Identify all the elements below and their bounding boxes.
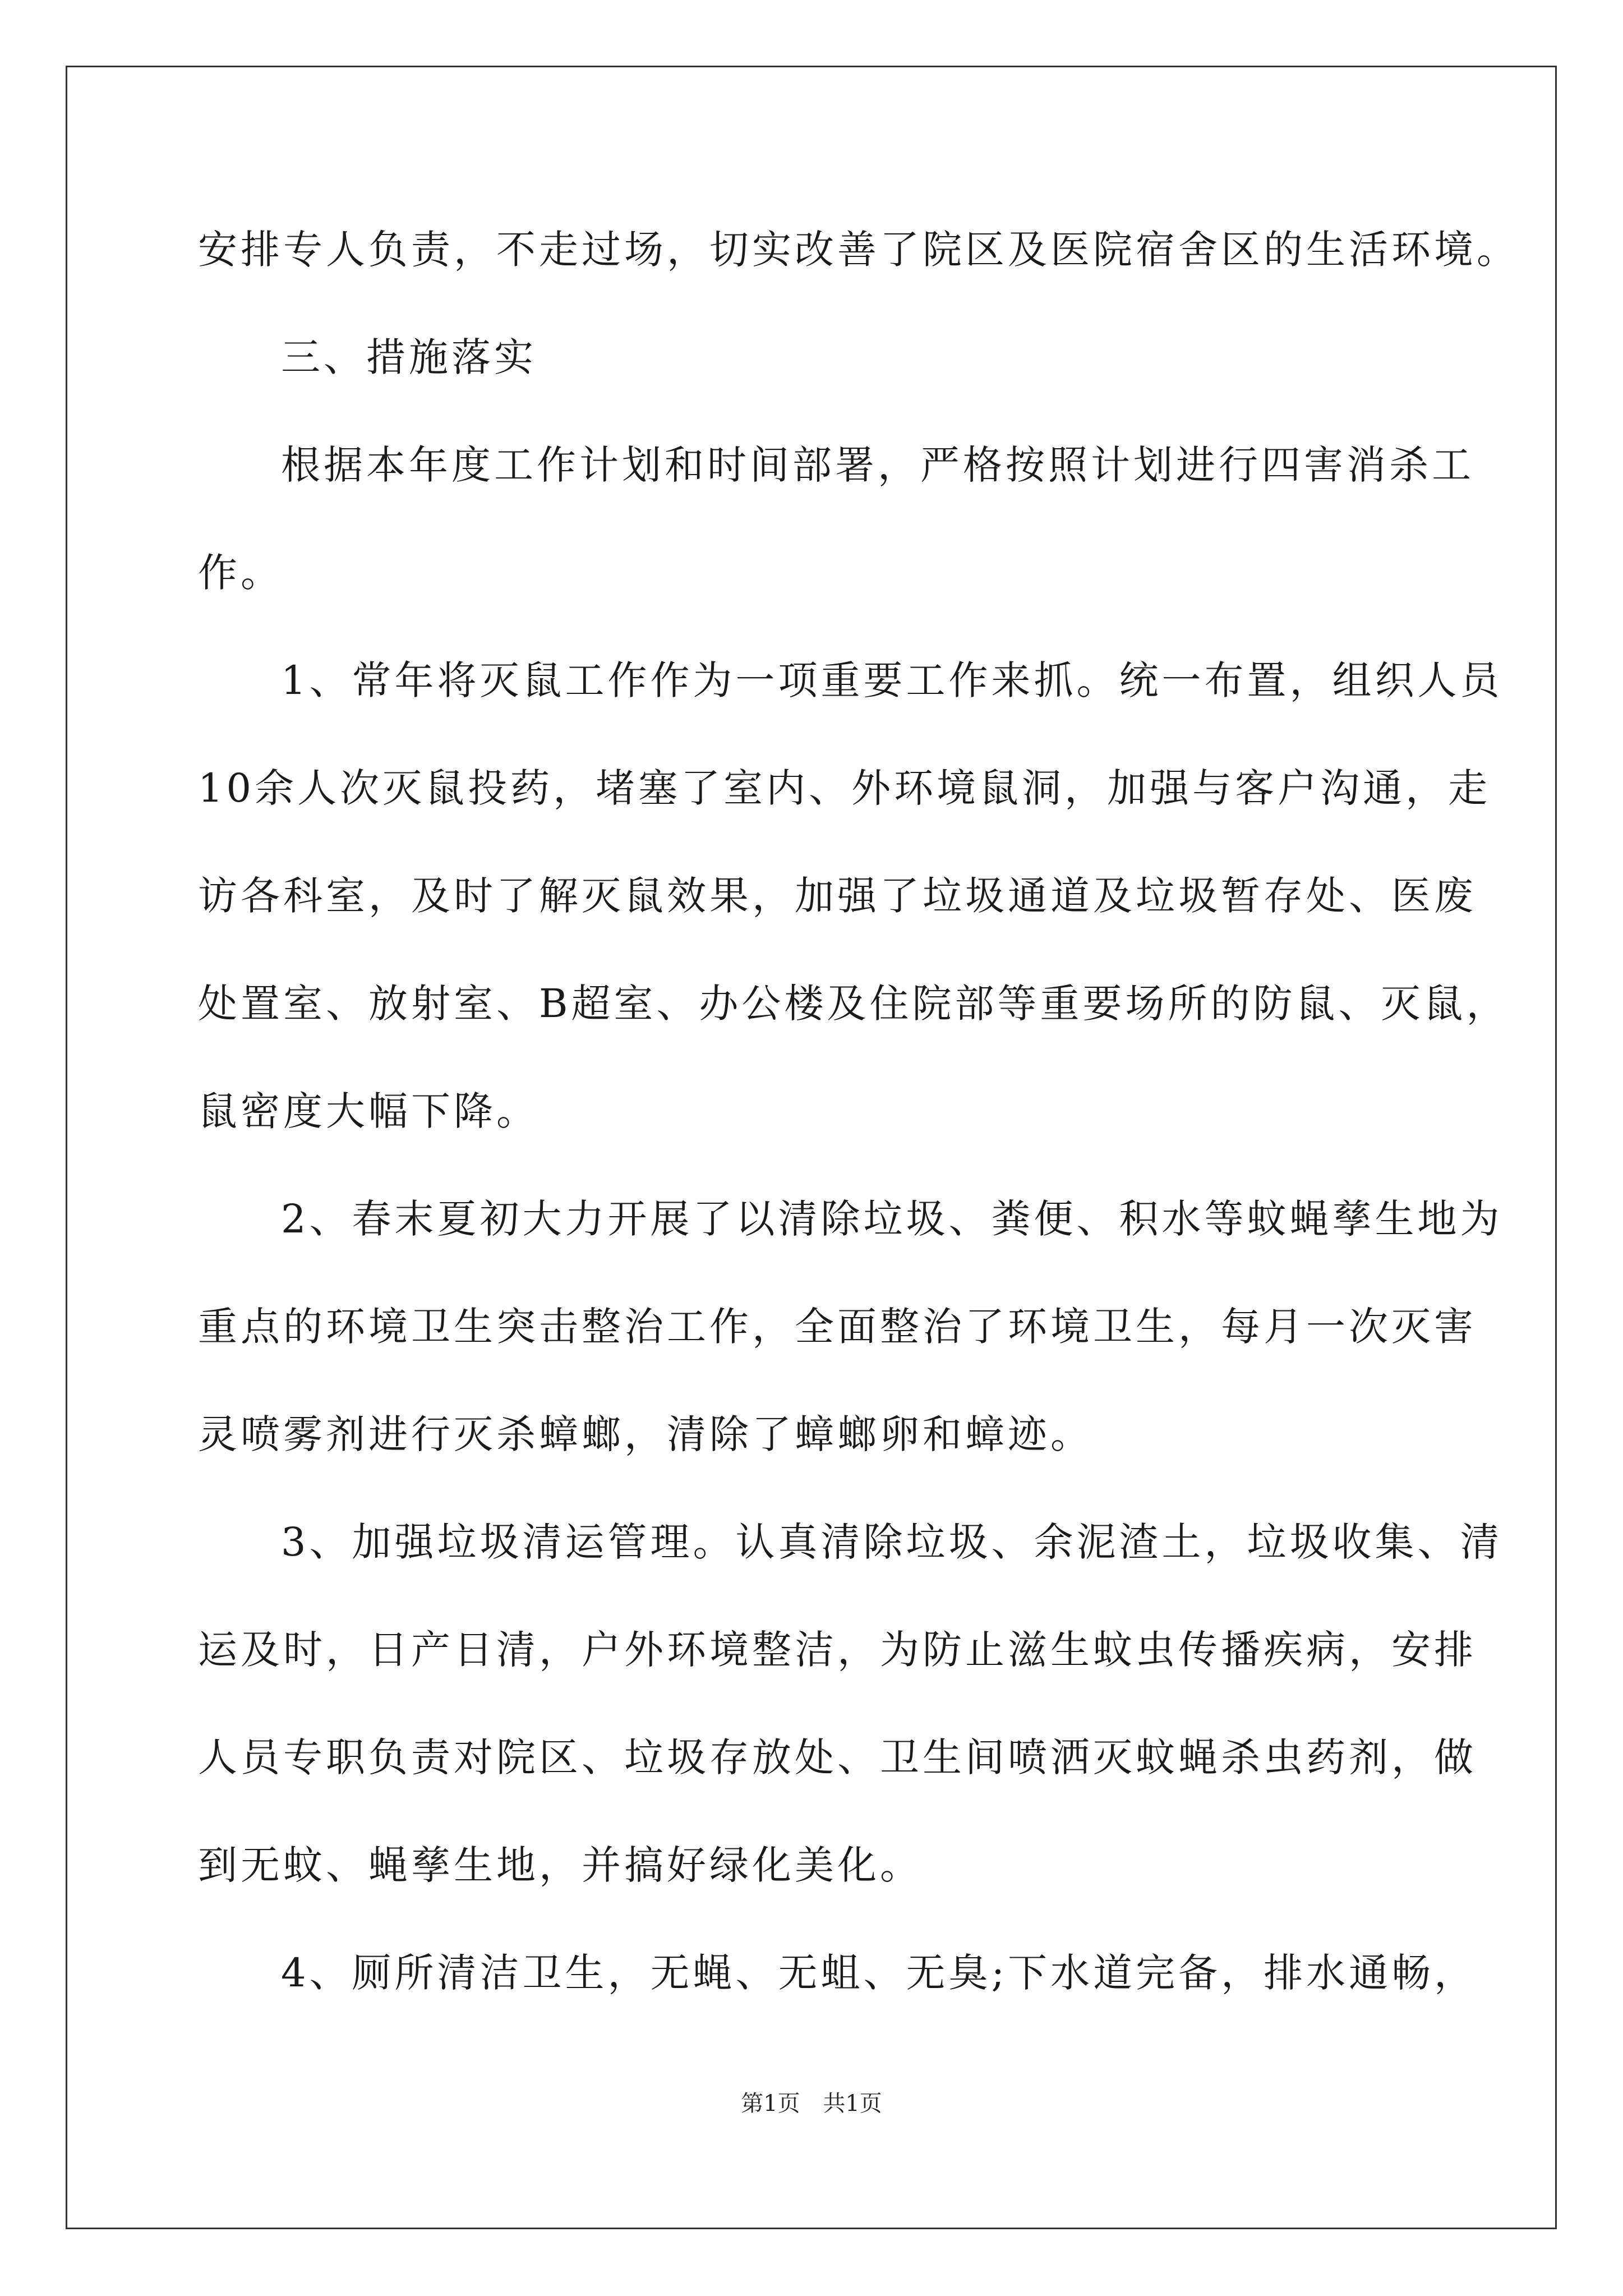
text-line: 作。 xyxy=(198,550,283,596)
text-line: 10余人次灭鼠投药，堵塞了室内、外环境鼠洞，加强与客户沟通，走 xyxy=(198,765,1491,811)
text-line: 3、加强垃圾清运管理。认真清除垃圾、余泥渣土，垃圾收集、清 xyxy=(281,1519,1503,1565)
page-footer xyxy=(0,2087,1623,2120)
text-line: 2、春末夏初大力开展了以清除垃圾、粪便、积水等蚊蝇孳生地为 xyxy=(281,1196,1503,1242)
page-number: 第1页 xyxy=(741,2091,800,2116)
text-line: 1、常年将灭鼠工作作为一项重要工作来抓。统一布置，组织人员 xyxy=(281,657,1503,703)
text-line: 4、厕所清洁卫生，无蝇、无蛆、无臭;下水道完备，排水通畅， xyxy=(281,1950,1477,1996)
text-line: 人员专职负责对院区、垃圾存放处、卫生间喷洒灭蚊蝇杀虫药剂，做 xyxy=(198,1734,1477,1780)
text-line: 重点的环境卫生突击整治工作，全面整治了环境卫生，每月一次灭害 xyxy=(198,1304,1477,1350)
text-line: 到无蚊、蝇孳生地，并搞好绿化美化。 xyxy=(198,1842,923,1888)
text-line: 鼠密度大幅下降。 xyxy=(198,1088,539,1134)
text-line: 安排专人负责，不走过场，切实改善了院区及医院宿舍区的生活环境。 xyxy=(198,227,1519,273)
text-line: 处置室、放射室、B超室、办公楼及住院部等重要场所的防鼠、灭鼠， xyxy=(198,981,1509,1027)
text-line: 灵喷雾剂进行灭杀蟑螂，清除了蟑螂卵和蟑迹。 xyxy=(198,1411,1093,1457)
text-line: 访各科室，及时了解灭鼠效果，加强了垃圾通道及垃圾暂存处、医废 xyxy=(198,873,1477,919)
document-body xyxy=(198,216,1519,2047)
text-line: 根据本年度工作计划和时间部署，严格按照计划进行四害消杀工 xyxy=(281,442,1474,488)
text-line: 运及时，日产日清，户外环境整洁，为防止滋生蚊虫传播疾病，安排 xyxy=(198,1627,1477,1673)
page-total: 共1页 xyxy=(823,2091,882,2116)
section-heading: 三、措施落实 xyxy=(281,334,537,380)
